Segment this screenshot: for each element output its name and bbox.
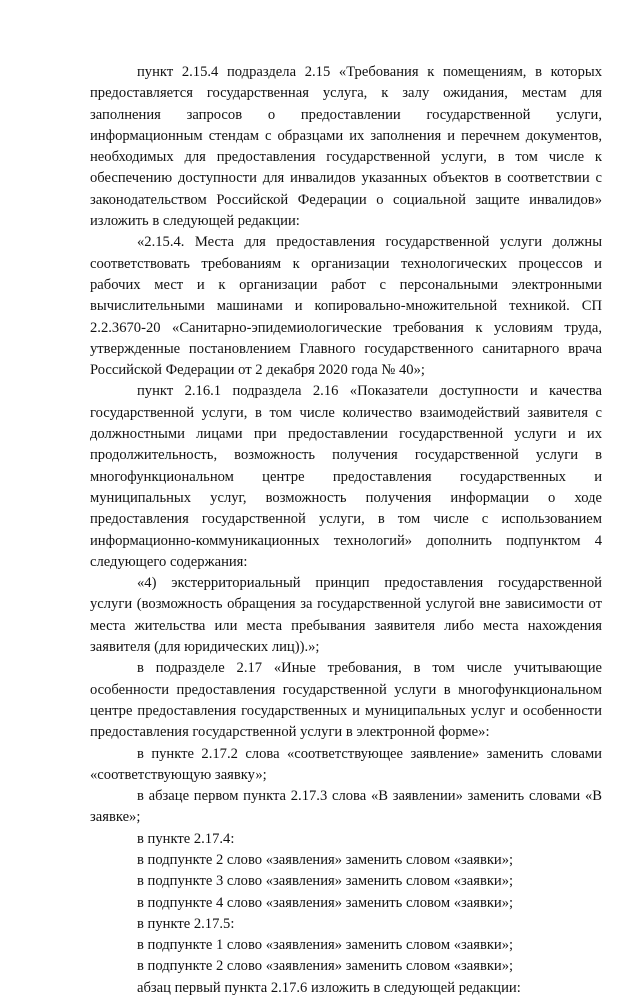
paragraph-2-15-4-intro: пункт 2.15.4 подраздела 2.15 «Требования к помещениям, в которых предоставляется государственная услуга, к залу ожидания, местам для заполнения запросов о предоставлении государственной услуги, информационным стендам с образцами их заполнения и перечнем документов, необходимых для предоставления государственной услуги, в том числе к обеспечению доступности для инвалидов указанных объектов в соответствии с законодательством Российской Федерации о социальной защите инвалидов» изложить в следующей редакции: (90, 64, 602, 230)
document-page (90, 62, 602, 999)
paragraph-2-17-3: в абзаце первом пункта 2.17.3 слова «В заявлении» заменить словами «В заявке»; (90, 788, 602, 826)
line-2-17-5-sub1: в подпункте 1 слово «заявления» заменить словом «заявки»; (137, 937, 514, 954)
line-2-17-5: в пункте 2.17.5: (137, 915, 235, 932)
line-2-17-4-sub4: в подпункте 4 слово «заявления» заменить словом «заявки»; (137, 894, 514, 911)
paragraph-2-17-2: в пункте 2.17.2 слова «соответствующее заявление» заменить словами «соответствующую заявку»; (90, 745, 602, 783)
paragraph-2-16-1-intro: пункт 2.16.1 подраздела 2.16 «Показатели доступности и качества государственной услуги, в том числе количество взаимодействий заявителя с должностными лицами при предоставлении государственной услуги и их продолжительность, возможность получения государственной услуги в многофункциональном центре предоставления государственных и муниципальных услуг, возможность получения информации о ходе предоставления государственной услуги, в том числе с использованием информационно-коммуникационных технологий» дополнить подпунктом 4 следующего содержания: (90, 383, 602, 570)
line-2-17-4-sub2: в подпункте 2 слово «заявления» заменить словом «заявки»; (137, 851, 514, 868)
line-2-17-6: абзац первый пункта 2.17.6 изложить в следующей редакции: (137, 979, 521, 996)
paragraph-subitem-4: «4) экстерриториальный принцип предоставления государственной услуги (возможность обращения за государственной услугой вне зависимости от места жительства или места пребывания заявителя либо места нахождения заявителя (для юридических лиц)).»; (90, 575, 602, 656)
paragraph-2-15-4-new-text: «2.15.4. Места для предоставления государственной услуги должны соответствовать требованиям к организации технологических процессов и рабочих мест и к организации работ с персональными электронными вычислительными машинами и копировально-множительной техникой. СП 2.2.3670-20 «Санитарно-эпидемиологические требования к условиям труда, утвержденные постановлением Главного государственного санитарного врача Российской Федерации от 2 декабря 2020 года № 40»; (90, 234, 602, 379)
line-2-17-5-sub2: в подпункте 2 слово «заявления» заменить словом «заявки»; (137, 958, 514, 975)
line-2-17-4: в пункте 2.17.4: (137, 830, 235, 847)
line-2-17-4-sub3: в подпункте 3 слово «заявления» заменить словом «заявки»; (137, 873, 514, 890)
paragraph-2-17-intro: в подразделе 2.17 «Иные требования, в том числе учитывающие особенности предоставления государственной услуги в многофункциональном центре предоставления государственных и муниципальных услуг и особенности предоставления государственной услуги в электронной форме»: (90, 660, 602, 741)
